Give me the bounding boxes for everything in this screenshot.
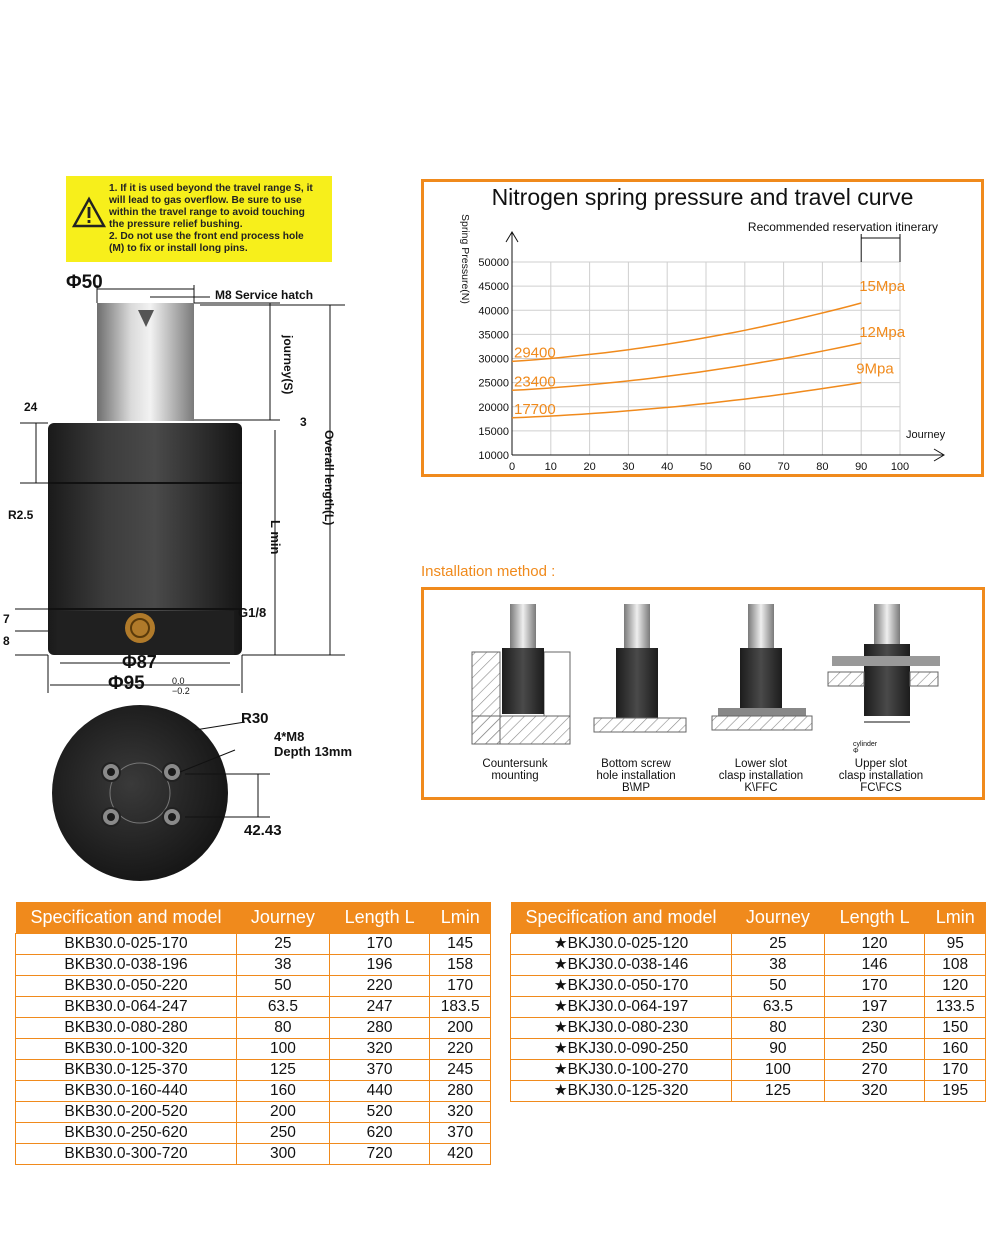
y-tick-label: 50000 bbox=[478, 257, 509, 269]
cell-length: 120 bbox=[824, 934, 925, 955]
pressure-chart bbox=[424, 212, 980, 474]
lmin-holder bbox=[270, 520, 284, 560]
series-name-label: 12Mpa bbox=[859, 324, 906, 342]
cell-lmin: 145 bbox=[430, 934, 491, 955]
service-hatch-label: M8 Service hatch bbox=[215, 288, 314, 302]
m8-label: 4*M8 bbox=[274, 729, 305, 744]
series-start-label: 29400 bbox=[514, 344, 556, 362]
series-line bbox=[512, 383, 861, 418]
cell-model: BKB30.0-025-170 bbox=[16, 934, 237, 955]
cell-length: 320 bbox=[329, 1039, 430, 1060]
cell-journey: 25 bbox=[237, 934, 330, 955]
table-row bbox=[511, 976, 986, 997]
x-tick-label: 0 bbox=[508, 461, 516, 473]
method-line: hole installation bbox=[596, 770, 676, 782]
x-tick-label: 10 bbox=[544, 461, 557, 473]
cell-journey: 160 bbox=[237, 1081, 330, 1102]
method-line: Upper slot bbox=[854, 758, 908, 770]
cell-lmin: 133.5 bbox=[925, 997, 986, 1018]
cell-length: 320 bbox=[824, 1081, 925, 1102]
cell-model: ★BKJ30.0-050-170 bbox=[511, 976, 732, 997]
table-row bbox=[16, 997, 491, 1018]
cell-model: ★BKJ30.0-080-230 bbox=[511, 1018, 732, 1039]
cell-length: 620 bbox=[329, 1123, 430, 1144]
method-line: Lower slot bbox=[734, 758, 788, 770]
cell-journey: 125 bbox=[732, 1081, 825, 1102]
warning-line: will lead to gas overflow. Be sure to use bbox=[109, 195, 302, 206]
cell-length: 720 bbox=[329, 1144, 430, 1165]
cell-lmin: 220 bbox=[430, 1039, 491, 1060]
installation-title: Installation method : bbox=[421, 563, 556, 580]
cell-journey: 300 bbox=[237, 1144, 330, 1165]
cell-lmin: 158 bbox=[430, 955, 491, 976]
y-tick-label: 45000 bbox=[478, 281, 509, 294]
install-countersunk bbox=[472, 604, 570, 744]
cell-lmin: 95 bbox=[925, 934, 986, 955]
cell-length: 250 bbox=[824, 1039, 925, 1060]
journey-s-label: journey(S) bbox=[281, 335, 295, 395]
method-caption bbox=[825, 758, 937, 794]
cell-model: ★BKJ30.0-025-120 bbox=[511, 934, 732, 955]
header-lmin: Lmin bbox=[430, 902, 491, 934]
x-tick-label: 90 bbox=[855, 461, 868, 473]
header-journey: Journey bbox=[237, 902, 330, 934]
table-row bbox=[511, 1039, 986, 1060]
journey-s-holder bbox=[283, 305, 297, 395]
table-row bbox=[16, 1060, 491, 1081]
cell-model: ★BKJ30.0-064-197 bbox=[511, 997, 732, 1018]
cell-journey: 38 bbox=[732, 955, 825, 976]
cell-lmin: 245 bbox=[430, 1060, 491, 1081]
cell-model: ★BKJ30.0-038-146 bbox=[511, 955, 732, 976]
warning-line: (M) to fix or install long pins. bbox=[109, 243, 248, 254]
header-spec: Specification and model bbox=[16, 902, 237, 934]
cell-length: 270 bbox=[824, 1060, 925, 1081]
bottom-view-drawing bbox=[45, 700, 375, 890]
cell-length: 170 bbox=[329, 934, 430, 955]
cell-model: BKB30.0-250-620 bbox=[16, 1123, 237, 1144]
cell-journey: 63.5 bbox=[732, 997, 825, 1018]
y-axis-label: Spring Pressure(N) bbox=[459, 214, 471, 304]
method-line: clasp installation bbox=[718, 770, 804, 782]
y-tick-label: 30000 bbox=[478, 353, 509, 366]
installation-drawings bbox=[424, 590, 982, 750]
cell-journey: 80 bbox=[732, 1018, 825, 1039]
cell-lmin: 108 bbox=[925, 955, 986, 976]
table-row bbox=[511, 1081, 986, 1102]
cell-model: BKB30.0-125-370 bbox=[16, 1060, 237, 1081]
cylinder-note: cylinder Φ bbox=[853, 741, 878, 755]
cell-length: 520 bbox=[329, 1102, 430, 1123]
spec-table-right bbox=[510, 902, 986, 1102]
table-row bbox=[511, 1060, 986, 1081]
cell-length: 146 bbox=[824, 955, 925, 976]
cell-model: BKB30.0-160-440 bbox=[16, 1081, 237, 1102]
install-upper-slot bbox=[828, 604, 940, 722]
warning-triangle-icon bbox=[72, 196, 106, 230]
dim-24: 24 bbox=[24, 400, 38, 414]
cell-lmin: 280 bbox=[430, 1081, 491, 1102]
table-row bbox=[16, 1039, 491, 1060]
g18-port bbox=[125, 613, 155, 643]
cell-lmin: 170 bbox=[925, 1060, 986, 1081]
cell-journey: 80 bbox=[237, 1018, 330, 1039]
series-name-label: 9Mpa bbox=[856, 360, 894, 378]
lmin-label: L min bbox=[268, 520, 283, 555]
cell-lmin: 120 bbox=[925, 976, 986, 997]
cell-model: BKB30.0-200-520 bbox=[16, 1102, 237, 1123]
header-length: Length L bbox=[329, 902, 430, 934]
header-spec: Specification and model bbox=[511, 902, 732, 934]
cell-lmin: 420 bbox=[430, 1144, 491, 1165]
cell-journey: 63.5 bbox=[237, 997, 330, 1018]
cell-length: 220 bbox=[329, 976, 430, 997]
x-tick-label: 30 bbox=[622, 461, 635, 473]
method-caption bbox=[705, 758, 817, 794]
method-line: B\MP bbox=[621, 782, 651, 794]
table-row bbox=[16, 1123, 491, 1144]
series-line bbox=[512, 343, 861, 390]
x-axis-label: Journey bbox=[906, 429, 946, 441]
cell-journey: 50 bbox=[732, 976, 825, 997]
series-start-label: 17700 bbox=[514, 400, 556, 418]
overall-length-holder bbox=[323, 430, 337, 540]
x-tick-label: 60 bbox=[738, 461, 751, 473]
phi87-label: Φ87 bbox=[122, 652, 157, 672]
g18-label: G1/8 bbox=[238, 605, 267, 620]
warning-line: the pressure relief bushing. bbox=[109, 219, 243, 230]
series-start-label: 23400 bbox=[514, 373, 556, 391]
cell-length: 196 bbox=[329, 955, 430, 976]
y-tick-label: 35000 bbox=[478, 329, 509, 342]
cell-model: BKB30.0-300-720 bbox=[16, 1144, 237, 1165]
cell-model: BKB30.0-064-247 bbox=[16, 997, 237, 1018]
cell-journey: 50 bbox=[237, 976, 330, 997]
table-row bbox=[16, 934, 491, 955]
table-row bbox=[16, 955, 491, 976]
method-line: clasp installation bbox=[838, 770, 924, 782]
y-tick-label: 10000 bbox=[478, 450, 509, 462]
y-tick-label: 40000 bbox=[478, 305, 509, 318]
cell-model: BKB30.0-100-320 bbox=[16, 1039, 237, 1060]
side-view-drawing bbox=[0, 265, 420, 705]
cell-lmin: 150 bbox=[925, 1018, 986, 1039]
annotation-label: Recommended reservation itinerary bbox=[747, 220, 938, 234]
phi50-label: Φ50 bbox=[66, 272, 103, 293]
y-tick-label: 20000 bbox=[478, 401, 509, 414]
cell-journey: 100 bbox=[237, 1039, 330, 1060]
cell-model: BKB30.0-038-196 bbox=[16, 955, 237, 976]
x-tick-label: 20 bbox=[583, 461, 596, 473]
cell-length: 170 bbox=[824, 976, 925, 997]
table-row bbox=[511, 997, 986, 1018]
series-line bbox=[512, 303, 861, 361]
cell-length: 230 bbox=[824, 1018, 925, 1039]
cell-journey: 200 bbox=[237, 1102, 330, 1123]
method-line: Bottom screw bbox=[601, 758, 671, 770]
spec-table-left bbox=[15, 902, 491, 1165]
warning-line: 2. Do not use the front end process hole bbox=[109, 231, 304, 242]
y-tick-label: 15000 bbox=[478, 425, 509, 438]
install-bottom-screw bbox=[594, 604, 686, 732]
table-row bbox=[16, 976, 491, 997]
method-line: mounting bbox=[491, 770, 539, 782]
warning-line: within the travel range to avoid touching bbox=[109, 207, 305, 218]
table-row bbox=[16, 1102, 491, 1123]
r25-label: R2.5 bbox=[8, 508, 34, 522]
cell-lmin: 195 bbox=[925, 1081, 986, 1102]
x-tick-label: 40 bbox=[661, 461, 674, 473]
cell-model: BKB30.0-080-280 bbox=[16, 1018, 237, 1039]
depth-label: Depth 13mm bbox=[274, 744, 353, 759]
x-tick-label: 70 bbox=[777, 461, 790, 473]
warning-text bbox=[109, 183, 331, 255]
cell-lmin: 170 bbox=[430, 976, 491, 997]
cell-length: 280 bbox=[329, 1018, 430, 1039]
table-row bbox=[16, 1081, 491, 1102]
header-length: Length L bbox=[824, 902, 925, 934]
cell-length: 370 bbox=[329, 1060, 430, 1081]
dim-3: 3 bbox=[300, 415, 307, 429]
header-journey: Journey bbox=[732, 902, 825, 934]
x-tick-label: 100 bbox=[890, 461, 910, 473]
install-lower-slot bbox=[712, 604, 812, 730]
overall-length-label: Overall length(L) bbox=[322, 430, 336, 526]
table-row bbox=[16, 1144, 491, 1165]
method-line: K\FFC bbox=[744, 782, 778, 794]
cell-model: ★BKJ30.0-100-270 bbox=[511, 1060, 732, 1081]
dim-8: 8 bbox=[3, 634, 10, 648]
cell-lmin: 160 bbox=[925, 1039, 986, 1060]
r30-label: R30 bbox=[241, 710, 269, 727]
header-lmin: Lmin bbox=[925, 902, 986, 934]
tol-lower: −0.2 bbox=[172, 686, 190, 696]
y-tick-label: 25000 bbox=[478, 377, 509, 390]
cell-lmin: 200 bbox=[430, 1018, 491, 1039]
table-row bbox=[16, 1018, 491, 1039]
cell-journey: 125 bbox=[237, 1060, 330, 1081]
cell-journey: 90 bbox=[732, 1039, 825, 1060]
cell-model: ★BKJ30.0-090-250 bbox=[511, 1039, 732, 1060]
cell-length: 197 bbox=[824, 997, 925, 1018]
cell-journey: 250 bbox=[237, 1123, 330, 1144]
dim-7: 7 bbox=[3, 612, 10, 626]
cell-lmin: 183.5 bbox=[430, 997, 491, 1018]
x-tick-label: 50 bbox=[699, 461, 713, 473]
table-row bbox=[511, 1018, 986, 1039]
warning-line: 1. If it is used beyond the travel range S, it bbox=[109, 183, 313, 194]
cell-model: BKB30.0-050-220 bbox=[16, 976, 237, 997]
phi95-label: Φ95 bbox=[108, 673, 145, 694]
method-caption bbox=[580, 758, 692, 794]
tolerance bbox=[172, 676, 190, 696]
cell-lmin: 320 bbox=[430, 1102, 491, 1123]
cell-model: ★BKJ30.0-125-320 bbox=[511, 1081, 732, 1102]
cell-journey: 38 bbox=[237, 955, 330, 976]
tol-upper: 0.0 bbox=[172, 676, 185, 686]
cell-lmin: 370 bbox=[430, 1123, 491, 1144]
method-caption bbox=[460, 758, 570, 782]
table-row bbox=[511, 934, 986, 955]
cell-journey: 25 bbox=[732, 934, 825, 955]
d4243-label: 42.43 bbox=[244, 822, 282, 839]
series-name-label: 15Mpa bbox=[859, 278, 906, 296]
cell-length: 440 bbox=[329, 1081, 430, 1102]
method-line: FC\FCS bbox=[860, 782, 902, 794]
chart-title: Nitrogen spring pressure and travel curve bbox=[491, 184, 914, 210]
cell-length: 247 bbox=[329, 997, 430, 1018]
x-tick-label: 80 bbox=[816, 461, 829, 473]
cell-journey: 100 bbox=[732, 1060, 825, 1081]
table-row bbox=[511, 955, 986, 976]
method-line: Countersunk bbox=[482, 758, 548, 770]
